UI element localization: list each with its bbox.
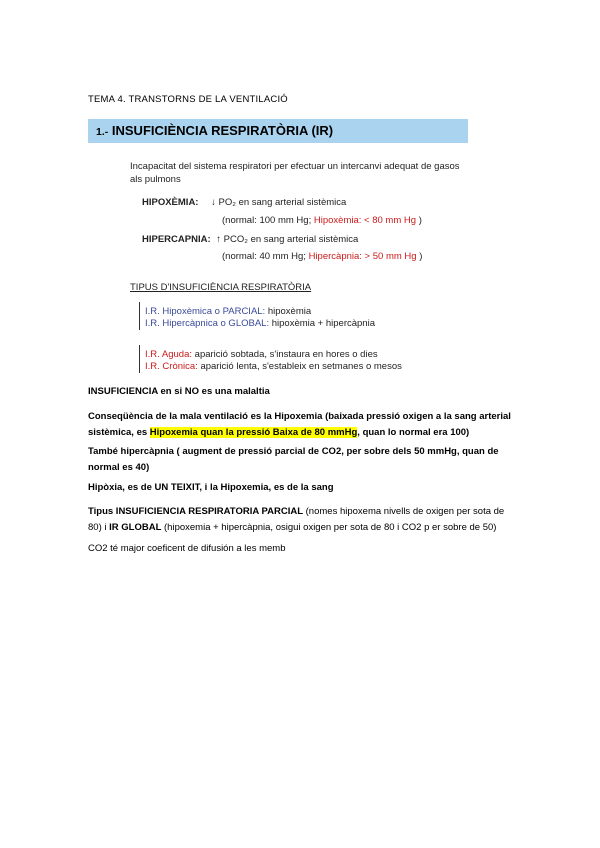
hipoxemia-close: ): [418, 215, 422, 226]
tipus-cronica-value: aparició lenta, s'estableix en setmanes o mesos: [200, 361, 402, 372]
tipus-cronica-label: I.R. Crònica:: [145, 361, 198, 372]
definition-line-2: als pulmons: [130, 174, 181, 185]
tipus-bracket-2: [139, 345, 140, 373]
section-title: INSUFICIÈNCIA RESPIRATÒRIA (IR): [111, 123, 334, 138]
note-5-c: IR GLOBAL: [109, 522, 162, 533]
hipercapnia-threshold: Hipercàpnia: > 50 mm Hg: [308, 251, 417, 262]
tipus-global-label: I.R. Hipercàpnica o GLOBAL:: [145, 318, 270, 329]
note-5-b: (nomes hipoxema nivells de oxigen per sota de 80) i: [88, 506, 505, 533]
tipus-aguda-value: aparició sobtada, s'instaura en hores o dies: [194, 349, 378, 360]
hipoxemia-normal: (normal: 100 mm Hg;: [222, 215, 312, 226]
note-2: [88, 409, 520, 441]
tipus-global-value: hipoxèmia + hipercàpnia: [271, 318, 375, 329]
hipoxemia-label: HIPOXÈMIA:: [142, 197, 199, 208]
tipus-heading: TIPUS D'INSUFICIÈNCIA RESPIRATÒRIA: [130, 282, 312, 293]
tipus-aguda-label: I.R. Aguda:: [145, 349, 193, 360]
note-1: INSUFICIENCIA en si NO es una malaltia: [88, 386, 270, 397]
hipoxemia-desc: ↓ PO₂ en sang arterial sistèmica: [211, 197, 347, 208]
note-5-d: (hipoxemia + hipercàpnia, osigui oxigen per sota de 80 i CO2 p er sobre de 50): [161, 522, 497, 533]
tipus-parcial: [145, 306, 311, 317]
note-5-a: Tipus INSUFICIENCIA RESPIRATORIA PARCIAL: [88, 506, 303, 517]
tipus-aguda: [145, 349, 378, 360]
hipercapnia-normal: (normal: 40 mm Hg;: [222, 251, 306, 262]
note-6: CO2 té major coeficent de difusión a les memb: [88, 543, 286, 554]
note-2-highlight: Hipoxemia quan la pressió Baixa de 80 mmHg: [149, 427, 358, 438]
hipoxemia-normal-row: [222, 215, 422, 226]
hipercapnia-label: HIPERCAPNIA:: [142, 234, 211, 245]
hipoxemia-row: [142, 197, 346, 208]
hipercapnia-close: ): [419, 251, 423, 262]
note-2-b: , quan lo normal era 100): [357, 427, 470, 438]
page-title: TEMA 4. TRANSTORNS DE LA VENTILACIÓ: [88, 94, 288, 105]
section-banner: [88, 119, 468, 143]
hipercapnia-normal-row: [222, 251, 422, 262]
section-heading: [96, 123, 333, 138]
tipus-cronica: [145, 361, 402, 372]
hipercapnia-desc: ↑ PCO₂ en sang arterial sistèmica: [216, 234, 359, 245]
note-5: [88, 504, 520, 536]
note-3: També hipercàpnia ( augment de pressió parcial de CO2, per sobre dels 50 mmHg, quan de normal es 40): [88, 446, 499, 473]
tipus-bracket-1: [139, 302, 140, 330]
tipus-global: [145, 318, 375, 329]
tipus-parcial-value: hipoxèmia: [267, 306, 312, 317]
hipoxemia-threshold: Hipoxèmia: < 80 mm Hg: [313, 215, 417, 226]
section-number: 1.-: [96, 126, 109, 138]
note-4: Hipòxia, es de UN TEIXIT, i la Hipoxemia, es de la sang: [88, 482, 334, 493]
definition-line-1: Incapacitat del sistema respiratori per efectuar un intercanvi adequat de gasos: [130, 161, 460, 172]
hipercapnia-row: [142, 234, 358, 245]
note-2-a: Conseqüència de la mala ventilació es la Hipoxemia (baixada pressió oxigen a la sang arterial sistèmica, es: [88, 411, 511, 438]
tipus-parcial-label: I.R. Hipoxèmica o PARCIAL:: [145, 306, 266, 317]
